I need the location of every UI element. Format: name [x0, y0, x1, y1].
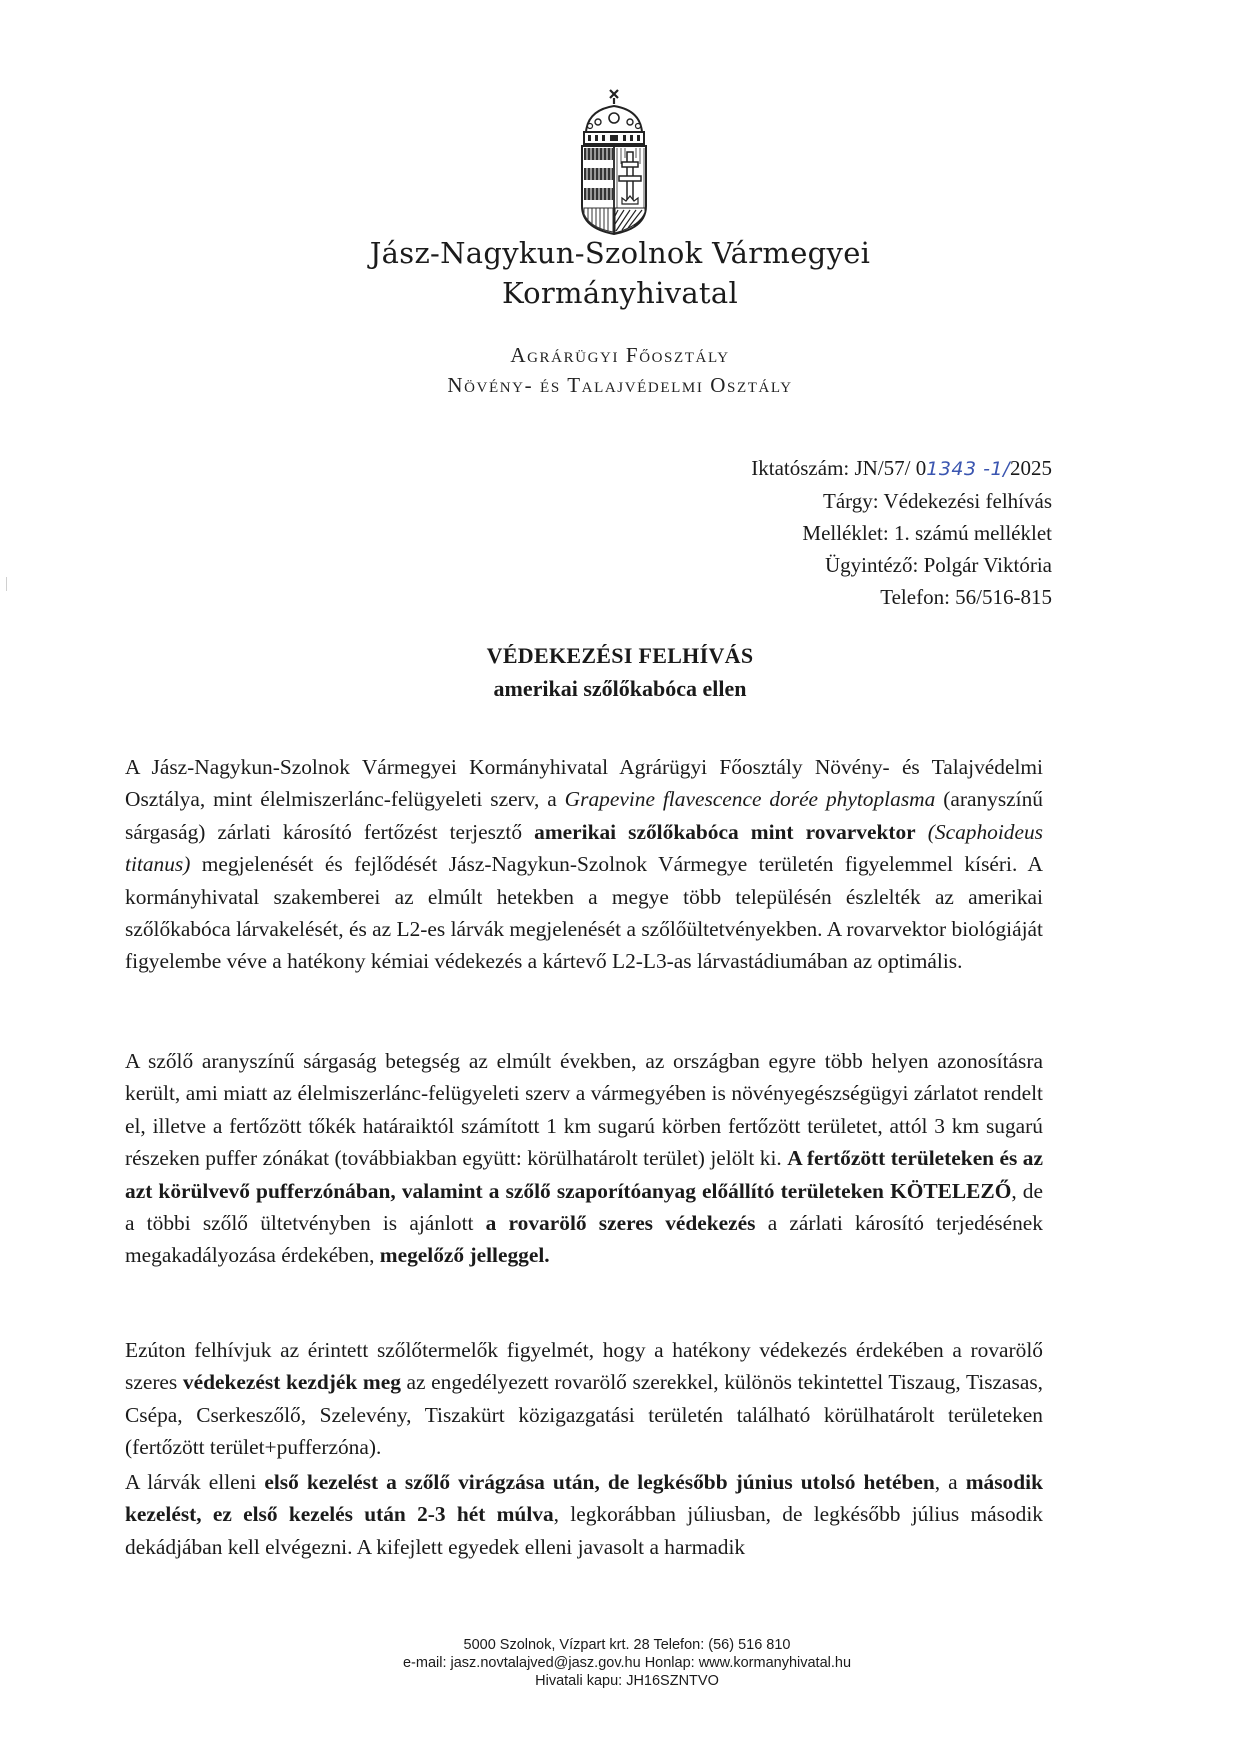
paragraph-4: A lárvák elleni első kezelést a szőlő virágzása után, de legkésőbb június utolsó hetében, a második kezelést, ez első kezelés után 2-3 hét múlva, legkorábban júliusban, de legkésőbb július második dekádjában kell elvégezni. A kifejlett egyedek elleni javasolt a harmadik: [125, 1470, 1043, 1559]
attachment: Melléklet: 1. számú melléklet: [802, 521, 1052, 545]
department-line2: Növény- és Talajvédelmi Osztály: [447, 373, 793, 397]
scan-margin-mark: [6, 577, 7, 591]
handwritten-reference: 1343 -1/: [926, 458, 1010, 480]
case-officer: Ügyintéző: Polgár Viktória: [825, 553, 1052, 577]
footer-gateway: Hivatali kapu: JH16SZNTVO: [535, 1673, 719, 1689]
document-metadata: [751, 452, 1052, 613]
footer-address: 5000 Szolnok, Vízpart krt. 28 Telefon: (56) 516 810: [463, 1637, 791, 1653]
paragraph-3: Ezúton felhívjuk az érintett szőlőtermelők figyelmét, hogy a hatékony védekezés érdekében a rovarölő szeres védekezést kezdjék meg az engedélyezett rovarölő szerekkel, különös tekintettel Tiszaug, Tiszasas, Csépa, Cserkeszőlő, Szelevény, Tiszakürt közigazgatási területén található körülhatárolt területeken (fertőzött terület+pufferzóna).: [125, 1338, 1044, 1460]
org-title-line1: Jász-Nagykun-Szolnok Vármegyei: [369, 236, 871, 270]
document-subtitle: amerikai szőlőkabóca ellen: [493, 676, 747, 701]
paragraph-1: A Jász-Nagykun-Szolnok Vármegyei Kormányhivatal Agrárügyi Főosztály Növény- és Talajvédelmi Osztálya, mint élelmiszerlánc-felügyeleti szerv, a Grapevine flavescence dorée phytoplasma (aranyszínű sárgaság) zárlati károsító fertőzést terjesztő amerikai szőlőkabóca mint rovarvektor (Scaphoideus titanus) megjelenését és fejlődését Jász-Nagykun-Szolnok Vármegye területén figyelemmel kíséri. A kormányhivatal szakemberei az elmúlt hetekben a megye több településén észlelték az amerikai szőlőkabóca lárvakelését, és az L2-es lárvák megjelenését a szőlőültetvényekben. A rovarvektor biológiáját figyelembe véve a hatékony kémiai védekezés a kártevő L2-L3-as lárvastádiumában az optimális.: [125, 755, 1043, 974]
footer-contact: e-mail: jasz.novtalajved@jasz.gov.hu Honlap: www.kormanyhivatal.hu: [402, 1655, 852, 1671]
document-title: VÉDEKEZÉSI FELHÍVÁS: [486, 643, 754, 668]
org-title-line2: Kormányhivatal: [501, 276, 739, 310]
department-line1: Agrárügyi Főosztály: [510, 343, 730, 367]
reference-number: Iktatószám: JN/57/ 01343 -1/2025: [751, 456, 1052, 480]
paragraph-2: A szőlő aranyszínű sárgaság betegség az elmúlt években, az országban egyre több helyen azonosításra került, ami miatt az élelmiszerlánc-felügyeleti szerv a vármegyében is növényegészségügyi zárlatot rendelt el, illetve a fertőzött tőkék határaiktól számított 1 km sugarú körben fertőzött területet, attól 3 km sugarú részeken puffer zónákat (továbbiakban együtt: körülhatárolt terület) jelölt ki. A fertőzött területeken és az azt körülvevő pufferzónában, valamint a szőlő szaporítóanyag előállító területeken KÖTELEZŐ, de a többi szőlő ültetvényben is ajánlott a rovarölő szeres védekezés a zárlati károsító terjedésének megakadályozása érdekében, megelőző jelleggel.: [125, 1049, 1043, 1268]
phone: Telefon: 56/516-815: [880, 585, 1052, 609]
page-footer: [0, 1636, 1240, 1690]
subject: Tárgy: Védekezési felhívás: [823, 489, 1052, 513]
coat-of-arms-icon: [578, 88, 650, 236]
